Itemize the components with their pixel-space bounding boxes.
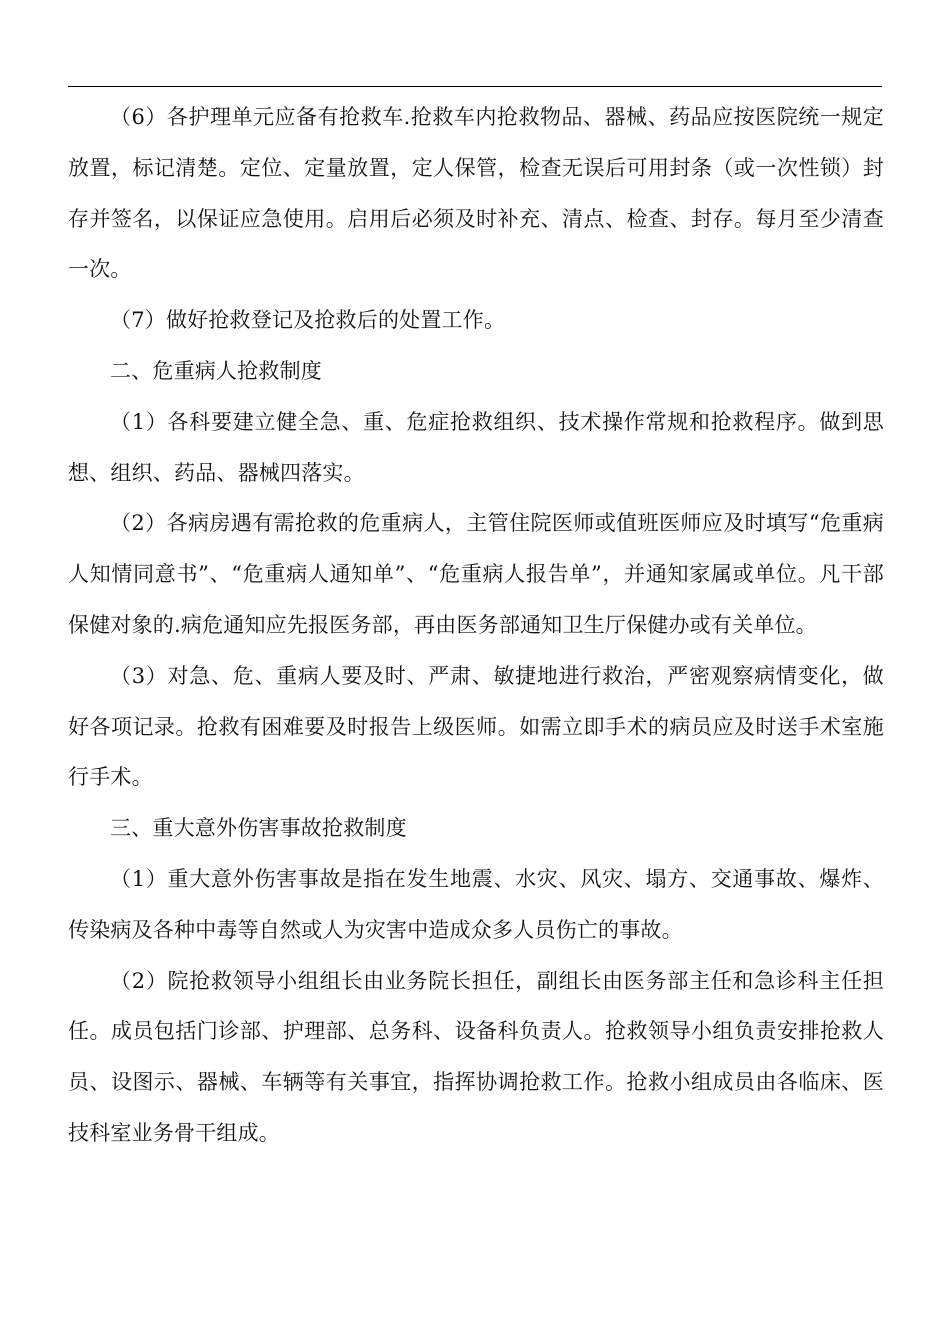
paragraph-item-1-b: （1）重大意外伤害事故是指在发生地震、水灾、风灾、塌方、交通事故、爆炸、传染病及各种中毒等自然或人为灾害中造成众多人员伤亡的事故。 bbox=[68, 866, 884, 942]
paragraph-item-2: （2）各病房遇有需抢救的危重病人，主管住院医师或值班医师应及时填写“危重病人知情同意书”、“危重病人通知单”、“危重病人报告单”，并通知家属或单位。凡干部保健对象的.病危通知应先报医务部，再由医务部通知卫生厅保健办或有关单位。 bbox=[68, 511, 884, 637]
paragraph-item-3: （3）对急、危、重病人要及时、严肃、敏捷地进行救治，严密观察病情变化，做好各项记录。抢救有困难要及时报告上级医师。如需立即手术的病员应及时送手术室施行手术。 bbox=[68, 663, 884, 790]
paragraph-item-7: （7）做好抢救登记及抢救后的处置工作。 bbox=[110, 308, 506, 333]
paragraph-item-6: （6）各护理单元应备有抢救车.抢救车内抢救物品、器械、药品应按医院统一规定放置，标记清楚。定位、定量放置，定人保管，检查无误后可用封条（或一次性锁）封存并签名，以保证应急使用。启用后必须及时补充、清点、检查、封存。每月至少清查一次。 bbox=[68, 105, 884, 282]
paragraph-item-2-b: （2）院抢救领导小组组长由业务院长担任，副组长由医务部主任和急诊科主任担任。成员包括门诊部、护理部、总务科、设备科负责人。抢救领导小组负责安排抢救人员、设图示、器械、车辆等有关事宜，指挥协调抢救工作。抢救小组成员由各临床、医技科室业务骨干组成。 bbox=[68, 968, 884, 1145]
paragraph-item-1: （1）各科要建立健全急、重、危症抢救组织、技术操作常规和抢救程序。做到思想、组织、药品、器械四落实。 bbox=[68, 409, 884, 485]
section-heading-3: 三、重大意外伤害事故抢救制度 bbox=[110, 816, 407, 841]
section-heading-2: 二、危重病人抢救制度 bbox=[110, 358, 322, 383]
document-body bbox=[68, 92, 884, 1159]
header-rule bbox=[68, 86, 882, 87]
